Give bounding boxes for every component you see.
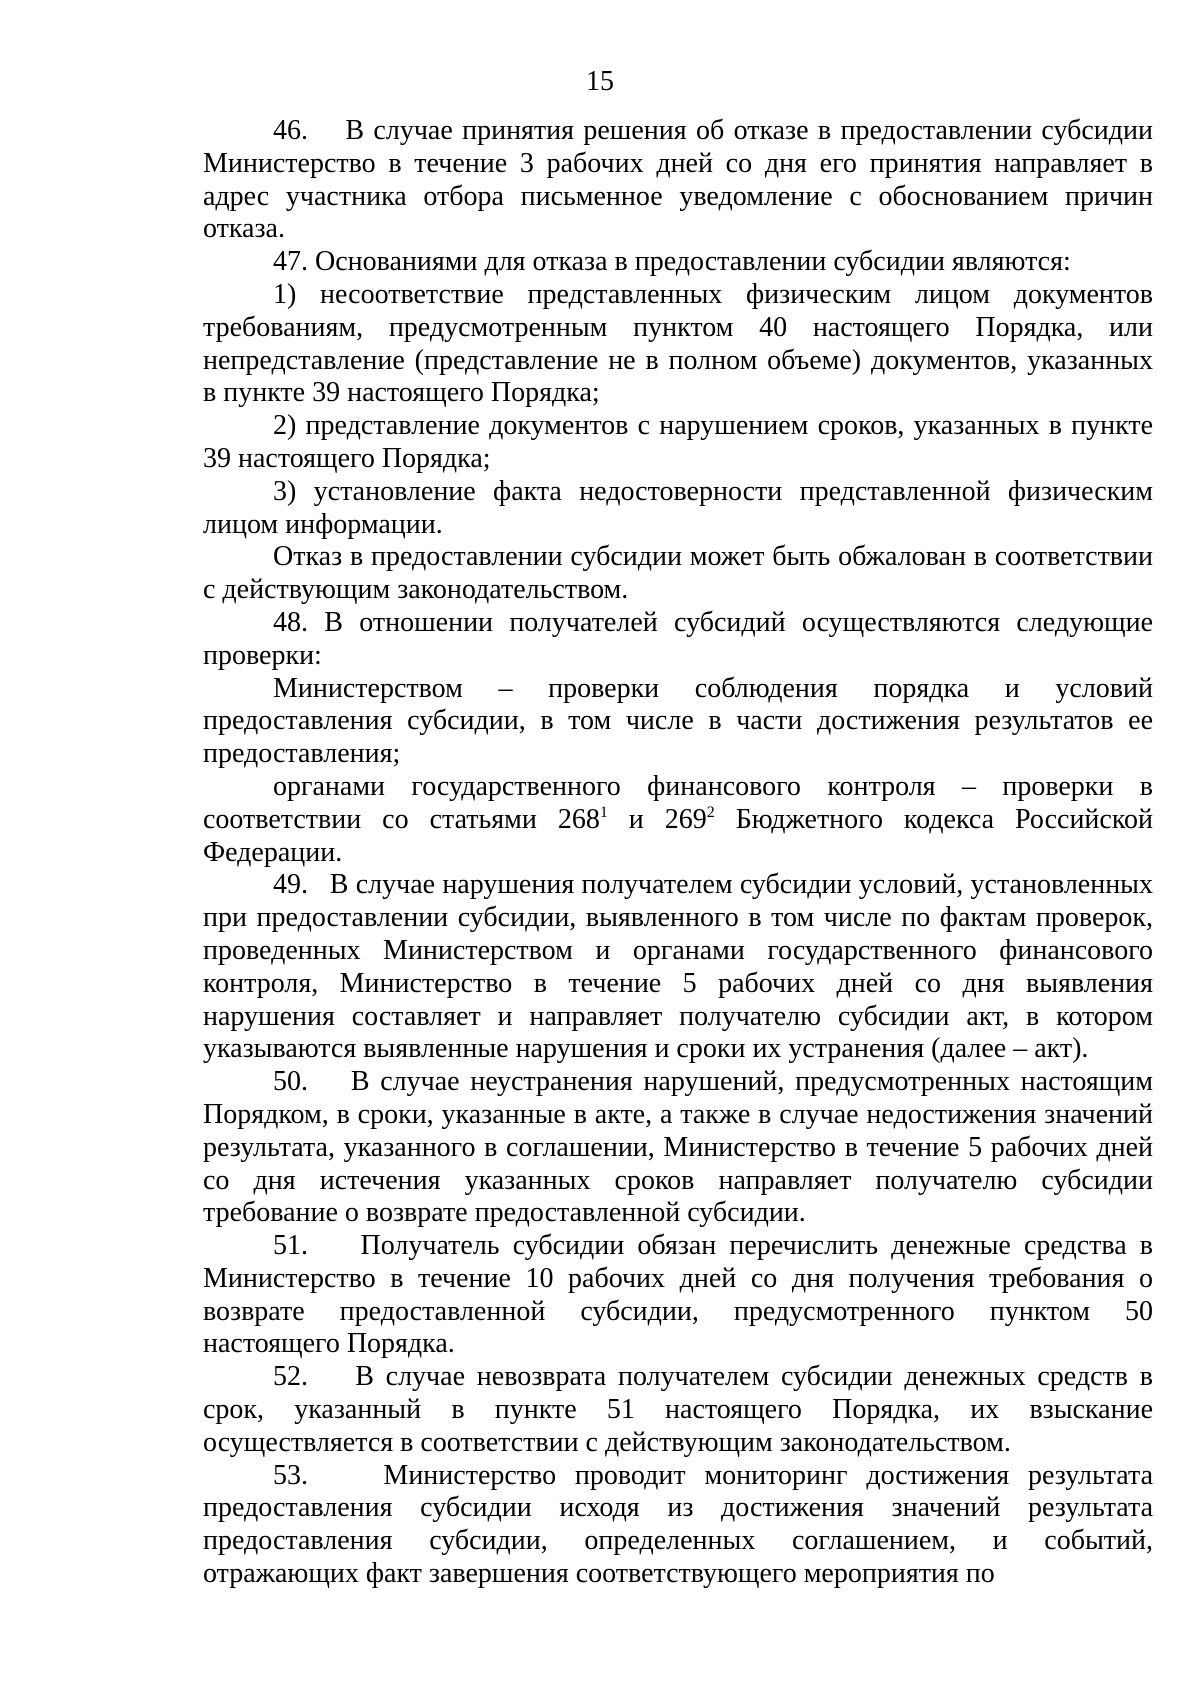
paragraph-48-control-checks — [203, 771, 1153, 869]
paragraph-49: 49. В случае нарушения получателем субсидии условий, установленных при предоставлении субсидии, выявленного в том числе по фактам проверок, проведенных Министерством и органами государственного финансового контроля, Министерство в течение 5 рабочих дней со дня выявления нарушения составляет и направляет получателю субсидии акт, в котором указываются выявленные нарушения и сроки их устранения (далее – акт). — [203, 869, 1153, 1065]
text-fragment: и 269 — [607, 803, 707, 835]
superscript: 1 — [599, 803, 608, 821]
document-body — [203, 115, 1153, 1591]
paragraph-47-item-3: 3) установление факта недостоверности представленной физическим лицом информации. — [203, 475, 1153, 540]
superscript: 2 — [706, 803, 715, 821]
paragraph-53: 53. Министерство проводит мониторинг достижения результата предоставления субсидии исходя из достижения значений результата предоставления субсидии, определенных соглашением, и событий, отражающих факт завершения соответствующего мероприятия по — [203, 1459, 1153, 1590]
paragraph-47-item-2: 2) представление документов с нарушением сроков, указанных в пункте 39 настоящего Порядка; — [203, 410, 1153, 474]
paragraph-48: 48. В отношении получателей субсидий осуществляются следующие проверки: — [203, 606, 1153, 671]
page-number: 15 — [586, 66, 614, 97]
paragraph-50: 50. В случае неустранения нарушений, предусмотренных настоящим Порядком, в сроки, указанные в акте, а также в случае недостижения значений результата, указанного в соглашении, Министерство в течение 5 рабочих дней со дня истечения указанных сроков направляет получателю субсидии требование о возврате предоставленной субсидии. — [203, 1066, 1153, 1229]
paragraph-48-ministry-checks: Министерством – проверки соблюдения порядка и условий предоставления субсидии, в том числе в части достижения результатов ее предоставления; — [203, 672, 1153, 770]
paragraph-52: 52. В случае невозврата получателем субсидии денежных средств в срок, указанный в пункте 51 настоящего Порядка, их взыскание осуществляется в соответствии с действующим законодательством. — [203, 1361, 1153, 1458]
paragraph-51: 51. Получатель субсидии обязан перечислить денежные средства в Министерство в течение 10 рабочих дней со дня получения требования о возврате предоставленной субсидии, предусмотренного пунктом 50 настоящего Порядка. — [203, 1230, 1153, 1360]
text-fragment: Бюджетного кодекса Российской Федерации. — [203, 803, 1154, 868]
paragraph-46: 46. В случае принятия решения об отказе в предоставлении субсидии Министерство в течение 3 рабочих дней со дня его принятия направляет в адрес участника отбора письменное уведомление с обоснованием причин отказа. — [203, 115, 1153, 245]
text-fragment: органами государственного финансового контроля – проверки в соответствии со статьями 268 — [203, 770, 1153, 835]
paragraph-47: 47. Основаниями для отказа в предоставлении субсидии являются: — [273, 246, 1071, 278]
paragraph-refusal-appeal: Отказ в предоставлении субсидии может быть обжалован в соответствии с действующим законодательством. — [203, 541, 1153, 606]
paragraph-47-item-1: 1) несоответствие представленных физическим лицом документов требованиям, предусмотренным пунктом 40 настоящего Порядка, или непредставление (представление не в полном объеме) документов, указанных в пункте 39 настоящего Порядка; — [203, 278, 1153, 409]
